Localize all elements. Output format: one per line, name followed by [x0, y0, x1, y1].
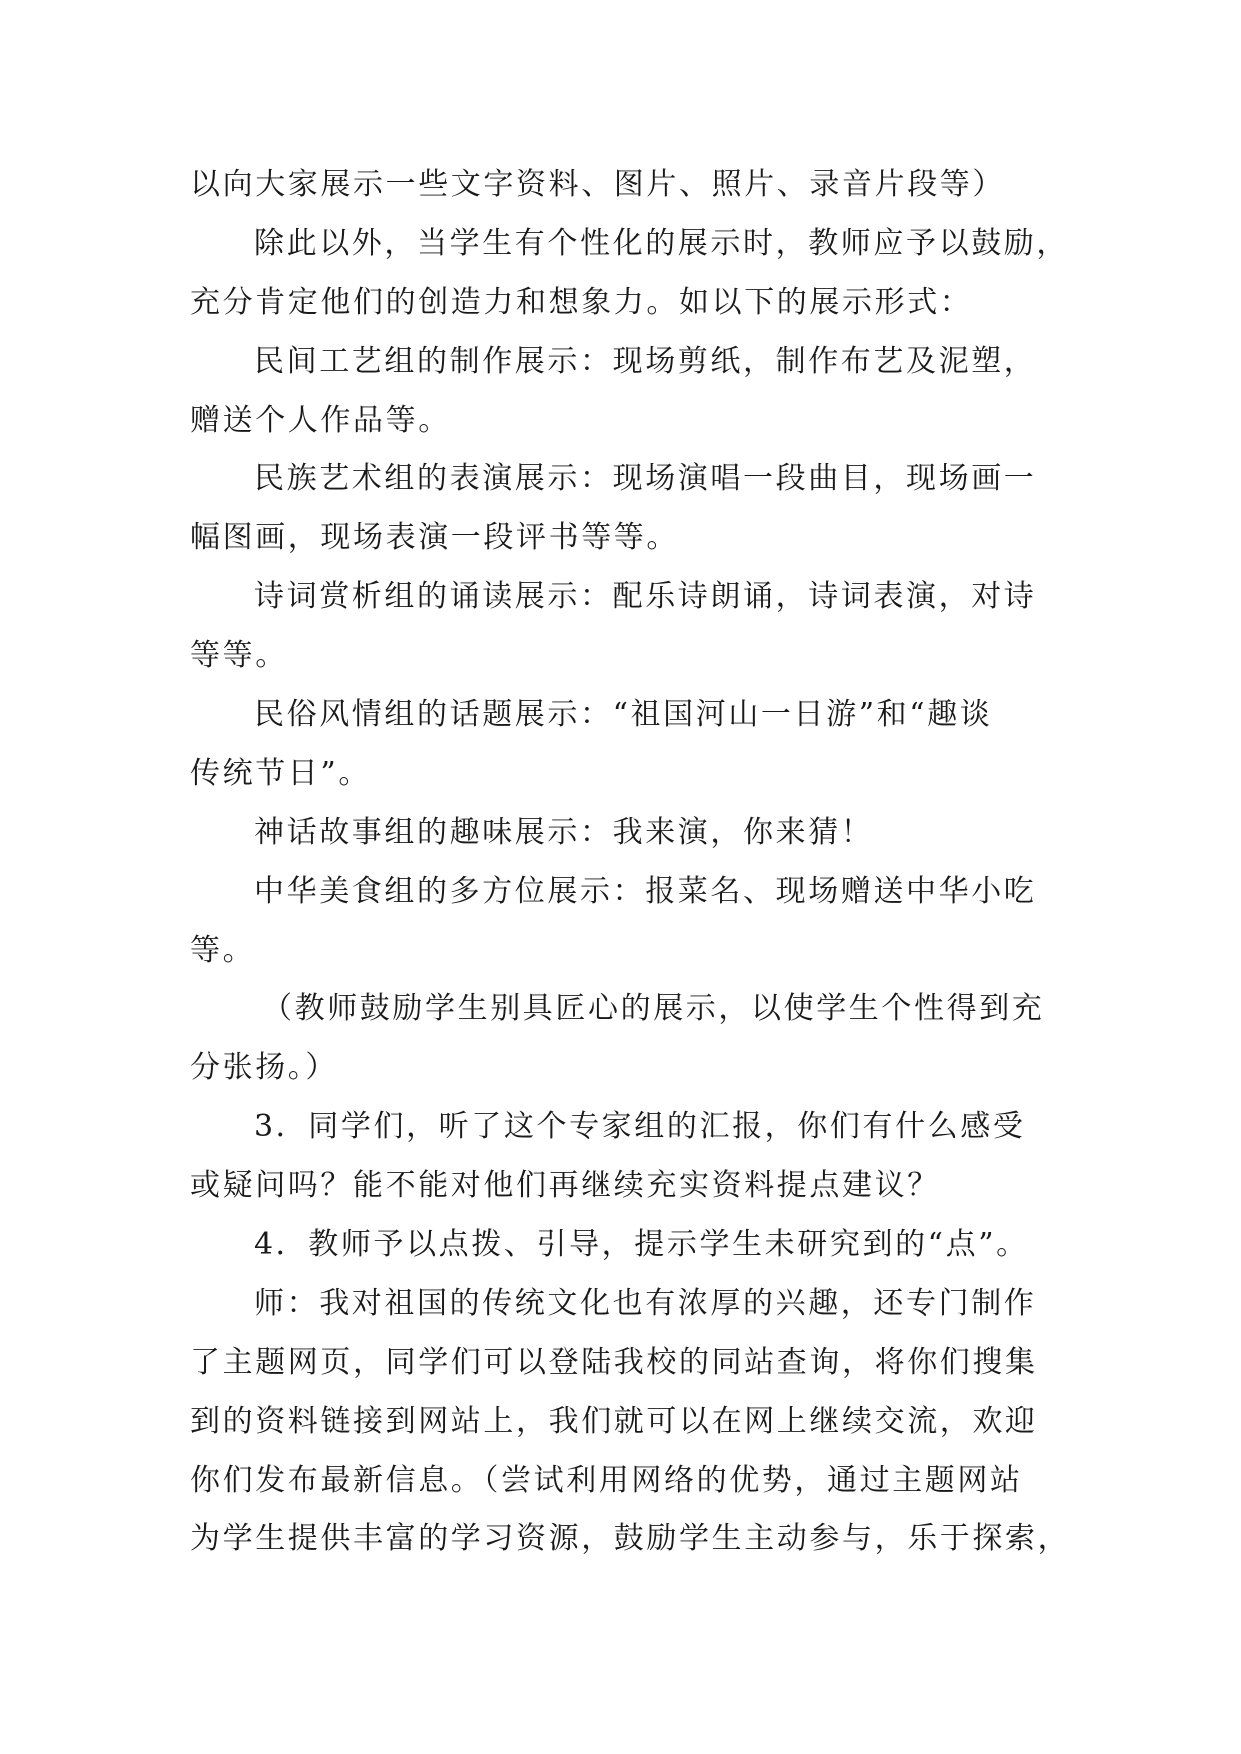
text-line: 传统节日”。 [190, 755, 371, 791]
paragraph-start-line: 除此以外，当学生有个性化的展示时，教师应予以鼓励， [254, 225, 1069, 261]
paragraph-start-line: 3．同学们，听了这个专家组的汇报，你们有什么感受 [254, 1109, 1026, 1145]
text-line: 赠送个人作品等。 [190, 402, 451, 438]
paragraph-start-line: 中华美食组的多方位展示：报菜名、现场赠送中华小吃 [254, 873, 1037, 909]
text-line: 等。 [190, 932, 256, 968]
document-body [190, 156, 1070, 1569]
text-line: 以向大家展示一些文字资料、图片、照片、录音片段等） [190, 167, 1005, 202]
text-line: 幅图画，现场表演一段评书等等。 [190, 520, 679, 556]
text-line: 分张扬。） [190, 1050, 338, 1086]
paragraph-start-line: 4．教师予以点拨、引导，提示学生未研究到的“点”。 [254, 1227, 1029, 1263]
text-line: 了主题网页，同学们可以登陆我校的同站查询，将你们搜集 [190, 1344, 1038, 1380]
paragraph-start-line: （教师鼓励学生别具匠心的展示，以使学生个性得到充 [262, 991, 1045, 1027]
text-line: 充分肯定他们的创造力和想象力。如以下的展示形式： [190, 284, 973, 320]
paragraph-start-line: 神话故事组的趣味展示：我来演，你来猜！ [254, 814, 874, 850]
text-line: 等等。 [190, 638, 288, 674]
text-line: 为学生提供丰富的学习资源，鼓励学生主动参与，乐于探索， [190, 1521, 1071, 1557]
paragraph-start-line: 民俗风情组的话题展示：“祖国河山一日游”和“趣谈 [254, 697, 993, 733]
text-line: 你们发布最新信息。（尝试利用网络的优势，通过主题网站 [190, 1462, 1023, 1498]
paragraph-start-line: 师：我对祖国的传统文化也有浓厚的兴趣，还专门制作 [254, 1285, 1037, 1321]
paragraph-start-line: 民间工艺组的制作展示：现场剪纸，制作布艺及泥塑， [254, 343, 1037, 379]
text-line: 或疑问吗？能不能对他们再继续充实资料提点建议？ [190, 1168, 940, 1204]
paragraph-start-line: 诗词赏析组的诵读展示：配乐诗朗诵，诗词表演，对诗 [254, 579, 1037, 615]
text-line: 到的资料链接到网站上，我们就可以在网上继续交流，欢迎 [190, 1403, 1038, 1439]
paragraph-start-line: 民族艺术组的表演展示：现场演唱一段曲目，现场画一 [254, 461, 1037, 497]
